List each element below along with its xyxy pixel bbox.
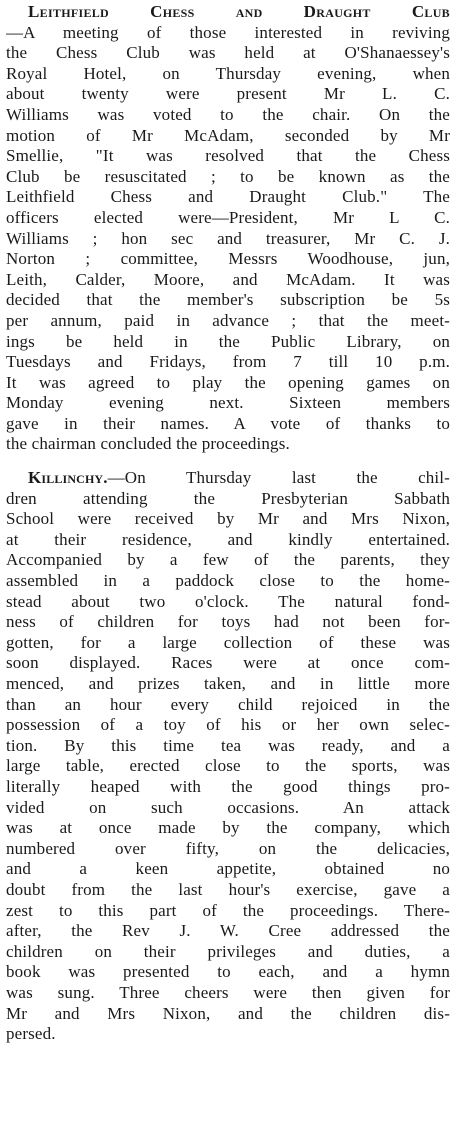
article-line: about twenty were present Mr L. C. — [6, 84, 450, 104]
article-line: Leithfield Chess and Draught Club." The — [6, 187, 450, 207]
article-line: gave in their names. A vote of thanks to — [6, 413, 450, 433]
article-line: Royal Hotel, on Thursday evening, when — [6, 63, 450, 83]
article-line: persed. — [6, 1024, 56, 1044]
article-line: dren attending the Presbyterian Sabbath — [6, 488, 450, 508]
article-line: after, the Rev J. W. Cree addressed the — [6, 921, 450, 941]
article-line: gotten, for a large collection of these was — [6, 632, 450, 652]
article-line: was sung. Three cheers were then given for — [6, 982, 450, 1002]
article-line: Tuesdays and Fridays, from 7 till 10 p.m. — [6, 352, 450, 372]
article-line: literally heaped with the good things pro- — [6, 776, 450, 796]
article-line: assembled in a paddock close to the home- — [6, 571, 450, 591]
article-line: possession of a toy of his or her own selec- — [6, 715, 450, 735]
article-heading: Leithfield Chess and Draught Club — [28, 2, 450, 21]
article-line: the Chess Club was held at O'Shanaessey's — [6, 43, 450, 63]
article-line: the chairman concluded the proceedings. — [6, 434, 290, 454]
article-line: decided that the member's subscription be 5s — [6, 290, 450, 310]
article-lead-word: Killinchy. — [28, 468, 108, 488]
article-line: at their residence, and kindly entertained. — [6, 529, 450, 549]
article-line: officers elected were—President, Mr L C. — [6, 207, 450, 227]
article-line: Mr and Mrs Nixon, and the children dis- — [6, 1003, 450, 1023]
article-line: Norton ; committee, Messrs Woodhouse, jun, — [6, 249, 450, 269]
article-line: large table, erected close to the sports, was — [6, 756, 450, 776]
article-line: Monday evening next. Sixteen members — [6, 393, 450, 413]
article-line: Williams was voted to the chair. On the — [6, 104, 450, 124]
article-line: than an hour every child rejoiced in the — [6, 694, 450, 714]
article-line: Accompanied by a few of the parents, they — [6, 550, 450, 570]
article-line: ness of children for toys had not been for- — [6, 612, 450, 632]
article-line: Williams ; hon sec and treasurer, Mr C. J. — [6, 228, 450, 248]
article-line: book was presented to each, and a hymn — [6, 962, 450, 982]
article-line: children on their privileges and duties, a — [6, 941, 450, 961]
article-killinchy — [6, 468, 450, 1045]
article-line: motion of Mr McAdam, seconded by Mr — [6, 125, 450, 145]
article-leithfield-chess-club — [6, 2, 450, 455]
article-line: stead about two o'clock. The natural fond- — [6, 591, 450, 611]
article-line: numbered over fifty, on the delicacies, — [6, 838, 450, 858]
article-line: Club be resuscitated ; to be known as the — [6, 166, 450, 186]
article-line: School were received by Mr and Mrs Nixon, — [6, 509, 450, 529]
newspaper-column — [6, 2, 450, 1045]
article-line: tion. By this time tea was ready, and a — [6, 735, 450, 755]
article-line: —A meeting of those interested in reviving — [6, 22, 450, 42]
article-line: vided on such occasions. An attack — [6, 797, 450, 817]
article-line: Leith, Calder, Moore, and McAdam. It was — [6, 269, 450, 289]
article-line: and a keen appetite, obtained no — [6, 859, 450, 879]
article-line: zest to this part of the proceedings. There- — [6, 900, 450, 920]
article-line: It was agreed to play the opening games on — [6, 372, 450, 392]
article-line: menced, and prizes taken, and in little more — [6, 674, 450, 693]
article-line: was at once made by the company, which — [6, 818, 450, 838]
article-line: per annum, paid in advance ; that the meet- — [6, 310, 450, 330]
article-first-line-rest: —On Thursday last the chil- — [107, 468, 450, 488]
article-line: Smellie, "It was resolved that the Chess — [6, 146, 450, 166]
article-first-line — [6, 468, 450, 489]
article-line: doubt from the last hour's exercise, gave a — [6, 879, 450, 899]
article-line: ings be held in the Public Library, on — [6, 331, 450, 351]
article-line: soon displayed. Races were at once com- — [6, 653, 450, 673]
